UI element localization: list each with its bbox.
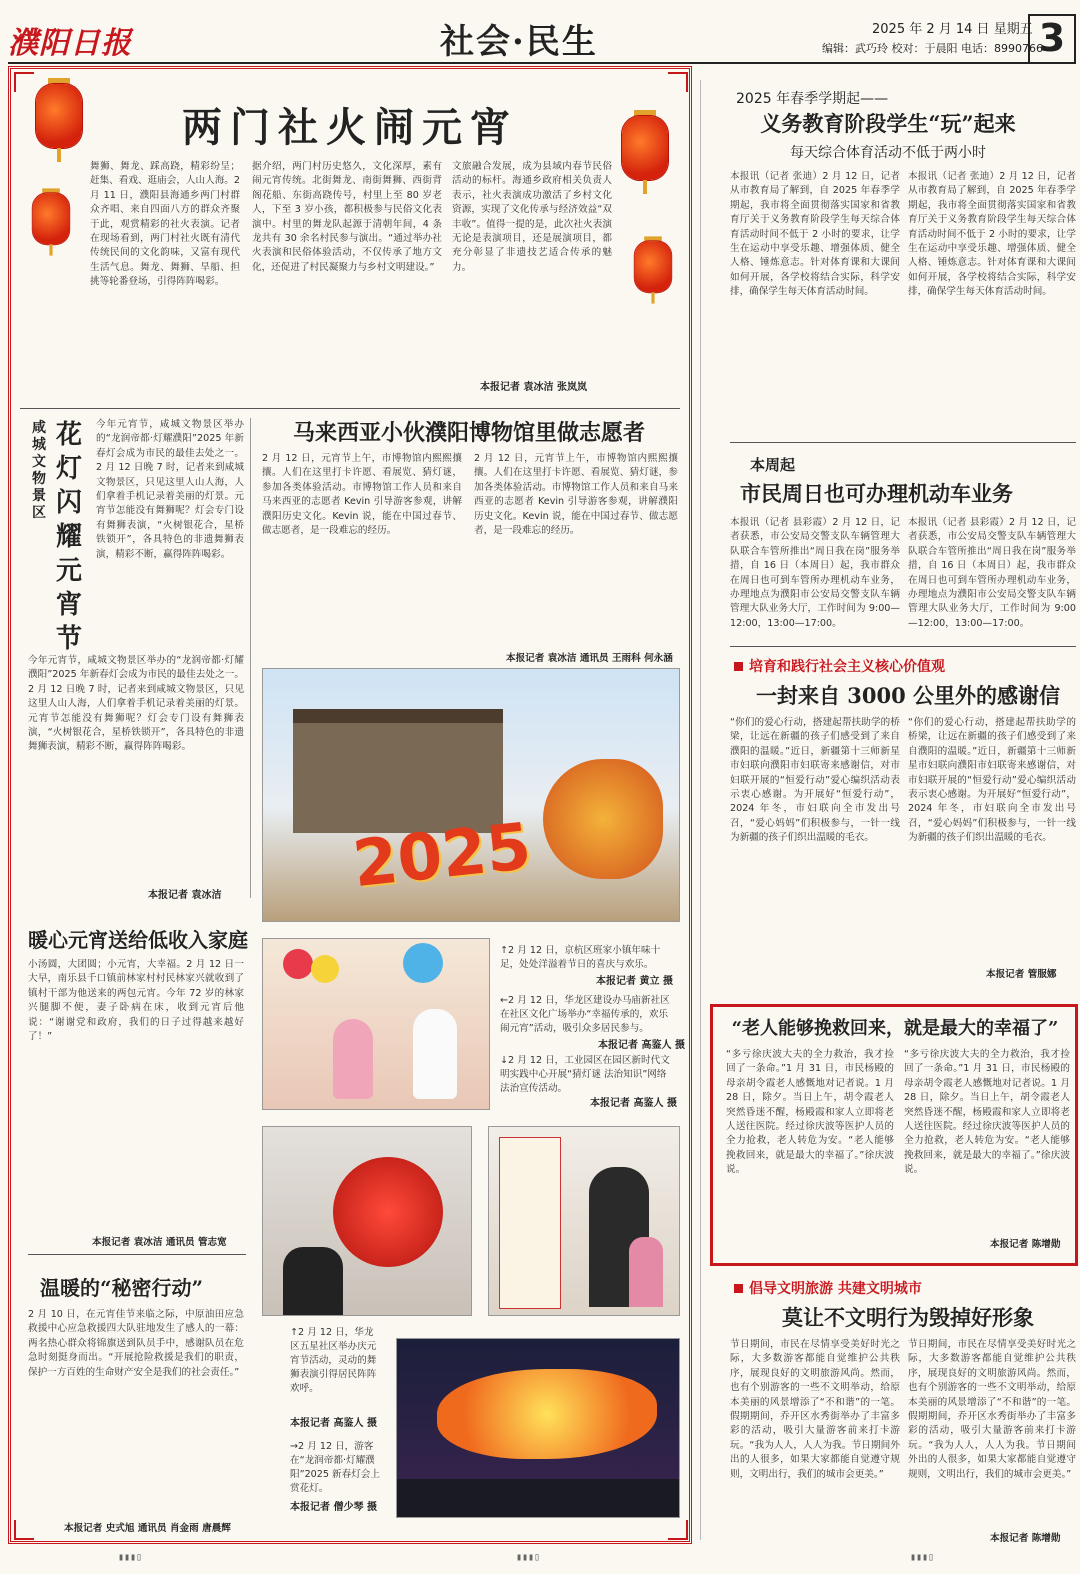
pe-body-col1: 本报讯（记者 张迪）2 月 12 日，记者从市教育局了解到，自 2025 年春季学期起，我市将全面贯彻落实国家和省教育厅关于义务教育阶段学生每天综合体育活动时间不低于 2 小时的要求，让学生在运动中享受乐趣、增强体质、健全人格、锤炼意志。针对体育课和大课间如何开展，各学校将结合实际，科学安排，确保学生每天体育活动时间。 — [730, 171, 900, 298]
caption-3-credit: 本报记者 高鉴人 摄 — [590, 1098, 677, 1109]
elderly-body-col1: “多亏徐庆波大夫的全力救治，我才捡回了一条命。”1 月 31 日，市民杨殿的母亲胡令霞老人感慨地对记者说。1 月 28 日，除夕。当日上午，胡令霞老人突然昏迷不醒，杨殿霞和家人立即将老人送往医院。经过徐庆波等医护人员的全力抢救，老人转危为安。“老人能够挽救回来，就是最大的幸福了。”徐庆波说。 — [726, 1049, 894, 1176]
photo-lantern-riddles — [488, 1126, 680, 1316]
warm-body: 小汤圆，大团圆；小元宵，大幸福。2 月 12 日一大早，南乐县千口镇前林家村村民林家兴就收到了镇村干部为他送来的两包元宵。今年 72 岁的林家兴腿脚不便，妻子卧病在床，收到元宵后他说：“谢谢党和政府，我们的日子过得越来越好了！” — [28, 959, 244, 1043]
page-number: 3 — [1028, 14, 1076, 64]
photo-2025-lantern-arch — [262, 668, 680, 922]
malaysian-byline: 本报记者 袁冰洁 通讯员 王雨科 何永涵 — [506, 653, 673, 664]
photo-lion-dance — [262, 1126, 472, 1316]
elderly-body-col2: “多亏徐庆波大夫的全力救治，我才捡回了一条命。”1 月 31 日，市民杨殿的母亲胡令霞老人感慨地对记者说。1 月 28 日，除夕。当日上午，胡令霞老人突然昏迷不醒，杨殿霞和家人立即将老人送往医院。经过徐庆波等医护人员的全力抢救，老人转危为安。“老人能够挽救回来，就是最大的幸福了。”徐庆波说。 — [904, 1049, 1070, 1176]
malaysian-headline: 马来西亚小伙濮阳博物馆里做志愿者 — [292, 420, 645, 446]
caption-5: →2 月 12 日，游客在“龙润帝都·灯耀濮阳”2025 新春灯会上赏花灯。 — [290, 1441, 380, 1494]
vehicle-kicker: 本周起 — [750, 456, 796, 474]
tourism-byline: 本报记者 陈增勋 — [990, 1533, 1061, 1544]
lead-body-col2: 据介绍，两门村历史悠久，文化深厚，素有闹元宵传统。北街舞龙、南街舞狮、西街背阁花船、东街高跷传号，村里上至 80 岁老人，下至 3 岁小孩，都积极参与民俗文化表演中。村里的舞龙队起源于清朝年间，4 条龙共有 30 余名村民参与演出。“通过举办社火表演和民俗体验活动，不仅传承了地方文化，还促进了村民凝聚力与乡村文明建设。” — [252, 161, 442, 273]
section-divider — [20, 408, 680, 409]
year-2025-sculpture: 2025 — [349, 809, 535, 903]
tourism-body-col1: 节日期间，市民在尽情享受美好时光之际，大多数游客都能自觉维护公共秩序，展现良好的文明旅游风尚。然而，也有个别游客的一些不文明举动，给原本美丽的风景增添了“不和谐”的一笔。假期期间，乔开区水秀街举办了丰富多彩的活动，吸引大量游客前来打卡游玩。“我为人人，人人为我。节日期间外出的人很多，如果大家都能自觉遵守规则，文明出行，我们的城市会更美。” — [730, 1339, 900, 1480]
tourism-kicker-text: 倡导文明旅游 共建文明城市 — [749, 1281, 922, 1297]
lead-body-col3: 文旅融合发展，成为县域内春节民俗活动的标杆。海通乡政府相关负责人表示，社火表演成功激活了乡村文化资源，实现了文化传承与经济效益“双丰收”。值得一提的是，此次社火表演无论是表演项目，还是展演项目，都充分彰显了非遗技艺适合传承的魅力。 — [452, 161, 612, 273]
warm-headline: 暖心元宵送给低收入家庭 — [28, 928, 248, 952]
lead-headline: 两门社火闹元宵 — [182, 104, 518, 151]
lantern-icon — [33, 188, 70, 255]
section-divider — [730, 442, 1076, 443]
pe-kicker: 2025 年春季学期起—— — [736, 91, 889, 107]
footer-registration-mark: ▮▮▮▯ — [118, 1552, 143, 1563]
caption-1: ↑2 月 12 日，京杭区班家小镇年味十足，处处洋溢着节日的喜庆与欢乐。 — [500, 945, 661, 970]
archway-shape — [293, 709, 503, 833]
vehicle-body-col2: 本报讯（记者 县彩霞）2 月 12 日，记者获悉，市公安局交警支队车辆管理大队联合车管所推出“周日我在岗”服务举措，自 16 日（本周日）起，我市群众在周日也可到车管所办理机动车业务，办理地点为濮阳市公安局交警支队车辆管理大队业务大厅，工作时间为 9:00—12:00，13:00—17:00。 — [908, 517, 1076, 629]
lantern-icon — [635, 236, 672, 303]
lion-head-shape — [333, 1157, 443, 1267]
secret-headline: 温暖的“秘密行动” — [40, 1276, 204, 1300]
warm-byline: 本报记者 袁冰洁 通讯员 管志宽 — [92, 1237, 227, 1248]
secret-body: 2 月 10 日，在元宵佳节来临之际，中原油田应急救援中心应急救援四大队驻地发生了感人的一幕：两名热心群众将锦旗送到队员手中，感谢队员在危急时刻挺身而出。“开展抢险救援是我们的职责，保护一方百姓的生命财产安全是我们的社会责任。” — [28, 1309, 244, 1378]
lanterns-kicker: 咸城文物景区 — [32, 420, 46, 521]
lanterns-vertical-headline: 花灯闪耀元宵节 — [56, 420, 83, 654]
letter-body-col1: “你们的爱心行动，搭建起帮扶助学的桥梁，让远在新疆的孩子们感受到了来自濮阳的温暖。”近日，新疆第十三师新星市妇联向濮阳市妇联寄来感谢信，对市妇联开展的“恒爱行动”爱心编织活动表示衷心感谢。为开展好“恒爱行动”，2024 年冬，市妇联向全市发出号召，“爱心妈妈”们积极参与，一针一线为新疆的孩子们织出温暖的毛衣。 — [730, 717, 900, 844]
footer-registration-mark: ▮▮▮▯ — [910, 1552, 935, 1563]
tourism-headline: 莫让不文明行为毁掉好形象 — [782, 1305, 1034, 1330]
dragon-lantern-shape — [543, 759, 663, 879]
tourism-kicker — [734, 1278, 922, 1298]
letter-kicker-text: 培育和践行社会主义核心价值观 — [749, 659, 945, 675]
malaysian-body-col2: 2 月 12 日，元宵节上午，市博物馆内熙熙攘攘。人们在这里打卡许愿、看展览、猜灯谜，参加各类体验活动。市博物馆工作人员和来自马来西亚的志愿者 Kevin 引导游客参观，讲解濮阳历史文化。Kevin 说，能在中国过春节、做志愿者，是一段难忘的经历。 — [474, 453, 678, 537]
vehicle-body-col1: 本报讯（记者 县彩霞）2 月 12 日，记者获悉，市公安局交警支队车辆管理大队联合车管所推出“周日我在岗”服务举措，自 16 日（本周日）起，我市群众在周日也可到车管所办理机动车业务，办理地点为濮阳市公安局交警支队车辆管理大队业务大厅，工作时间为 9:00—12:00，13:00—17:00。 — [730, 517, 900, 629]
column-rule — [250, 418, 251, 898]
lanterns-body-bottom: 今年元宵节，咸城文物景区举办的“龙润帝都·灯耀濮阳”2025 年新春灯会成为市民的最佳去处之一。2 月 12 日晚 7 时，记者来到咸城文物景区，只见这里人山人海，人们拿着手机记录着美丽的灯景。元宵节怎能没有舞狮呢？灯会专门设有舞狮表演，“火树银花合，星桥铁锁开”，各具特色的非遗舞狮表演，精彩不断，赢得阵阵喝彩。 — [28, 655, 244, 753]
letter-kicker — [734, 656, 945, 676]
elderly-byline: 本报记者 陈增勋 — [990, 1239, 1061, 1250]
issue-date: 2025 年 2 月 14 日 星期五 — [872, 22, 1033, 37]
pe-headline: 义务教育阶段学生“玩”起来 — [760, 111, 1016, 136]
frame-corner-ornament — [14, 72, 34, 92]
footer-registration-mark: ▮▮▮▯ — [516, 1552, 541, 1563]
page-column-rule — [700, 80, 701, 1540]
lead-body-col1: 舞狮、舞龙、踩高跷，精彩纷呈；赶集、看戏、逛庙会，人山人海。2 月 11 日，濮阳县海通乡两门村群众齐唱、来自四面八方的群众齐聚于此，观赏精彩的社火表演。记者在现场看到，两门村社火既有清代传统民间的文化韵味，又富有现代生活气息。舞龙、舞狮、旱船、担挑等轮番登场，引得阵阵喝彩。 — [90, 161, 240, 288]
elderly-headline: “老人能够挽救回来，就是最大的幸福了” — [731, 1018, 1059, 1039]
section-divider — [28, 1254, 246, 1255]
vehicle-headline: 市民周日也可办理机动车业务 — [740, 481, 1013, 506]
photo-dragon-lantern-night — [396, 1338, 680, 1518]
lantern-icon — [36, 78, 82, 162]
photo-children-balloons — [262, 938, 490, 1110]
lanterns-byline: 本报记者 袁冰洁 — [148, 890, 222, 901]
lanterns-body-top: 今年元宵节，咸城文物景区举办的“龙润帝都·灯耀濮阳”2025 年新春灯会成为市民的最佳去处之一。2 月 12 日晚 7 时，记者来到咸城文物景区，只见这里人山人海，人们拿着手机记录着美丽的灯景。元宵节怎能没有舞狮呢？灯会专门设有舞狮表演，“火树银花合，星桥铁锁开”，各具特色的非遗舞狮表演，精彩不断，赢得阵阵喝彩。 — [96, 419, 244, 560]
frame-corner-ornament — [14, 1520, 34, 1540]
letter-headline: 一封来自 3000 公里外的感谢信 — [755, 683, 1061, 708]
malaysian-body-col1: 2 月 12 日，元宵节上午，市博物馆内熙熙攘攘。人们在这里打卡许愿、看展览、猜灯谜，参加各类体验活动。市博物馆工作人员和来自马来西亚的志愿者 Kevin 引导游客参观，讲解濮阳历史文化。Kevin 说，能在中国过春节、做志愿者，是一段难忘的经历。 — [262, 453, 462, 537]
caption-5-credit: 本报记者 僧少琴 摄 — [290, 1502, 377, 1513]
newspaper-logo: 濮阳日报 — [8, 26, 132, 61]
secret-byline: 本报记者 史式旭 通讯员 肖金雨 唐晨辉 — [64, 1523, 231, 1534]
caption-1-credit: 本报记者 黄立 摄 — [596, 976, 673, 987]
caption-2: ←2 月 12 日，华龙区建设办马庙新社区在社区文化广场举办“幸福传承的，欢乐闹元宵”活动，吸引众多居民参与。 — [500, 995, 670, 1034]
letter-body-col2: “你们的爱心行动，搭建起帮扶助学的桥梁，让远在新疆的孩子们感受到了来自濮阳的温暖。”近日，新疆第十三师新星市妇联向濮阳市妇联寄来感谢信，对市妇联开展的“恒爱行动”爱心编织活动表示衷心感谢。为开展好“恒爱行动”，2024 年冬，市妇联向全市发出号召，“爱心妈妈”们积极参与，一针一线为新疆的孩子们织出温暖的毛衣。 — [908, 717, 1076, 844]
pe-body-col2: 本报讯（记者 张迪）2 月 12 日，记者从市教育局了解到，自 2025 年春季学期起，我市将全面贯彻落实国家和省教育厅关于义务教育阶段学生每天综合体育活动时间不低于 2 小时的要求，让学生在运动中享受乐趣、增强体质、健全人格、锤炼意志。针对体育课和大课间如何开展，各学校将结合实际，科学安排，确保学生每天体育活动时间。 — [908, 171, 1076, 298]
letter-byline: 本报记者 管服娜 — [986, 969, 1057, 980]
caption-3: ↓2 月 12 日，工业园区在园区新时代文明实践中心开展“猜灯谜 法治知识”网络法治宣传活动。 — [500, 1055, 670, 1094]
frame-corner-ornament — [668, 1520, 688, 1540]
caption-4: ↑2 月 12 日，华龙区五星社区举办庆元宵节活动，灵动的舞狮表演引得居民阵阵欢呼。 — [290, 1327, 377, 1394]
editor-credits: 编辑：武巧玲 校对：于晨阳 电话：8990766 — [822, 42, 1043, 55]
frame-corner-ornament — [668, 72, 688, 92]
pe-subhead: 每天综合体育活动不低于两小时 — [790, 145, 986, 161]
section-title: 社会·民生 — [440, 22, 598, 62]
lead-byline: 本报记者 袁冰洁 张岚岚 — [480, 382, 587, 393]
caption-4-credit: 本报记者 高鉴人 摄 — [290, 1418, 377, 1429]
caption-2-credit: 本报记者 高鉴人 摄 — [598, 1040, 685, 1051]
tourism-body-col2: 节日期间，市民在尽情享受美好时光之际，大多数游客都能自觉维护公共秩序，展现良好的文明旅游风尚。然而，也有个别游客的一些不文明举动，给原本美丽的风景增添了“不和谐”的一笔。假期期间，乔开区水秀街举办了丰富多彩的活动，吸引大量游客前来打卡游玩。“我为人人，人人为我。节日期间外出的人很多，如果大家都能自觉遵守规则，文明出行，我们的城市会更美。” — [908, 1339, 1076, 1480]
masthead-rule — [8, 62, 1074, 64]
dragon-lantern-glow — [437, 1369, 657, 1459]
lantern-icon — [622, 110, 668, 194]
section-divider — [730, 646, 1076, 647]
